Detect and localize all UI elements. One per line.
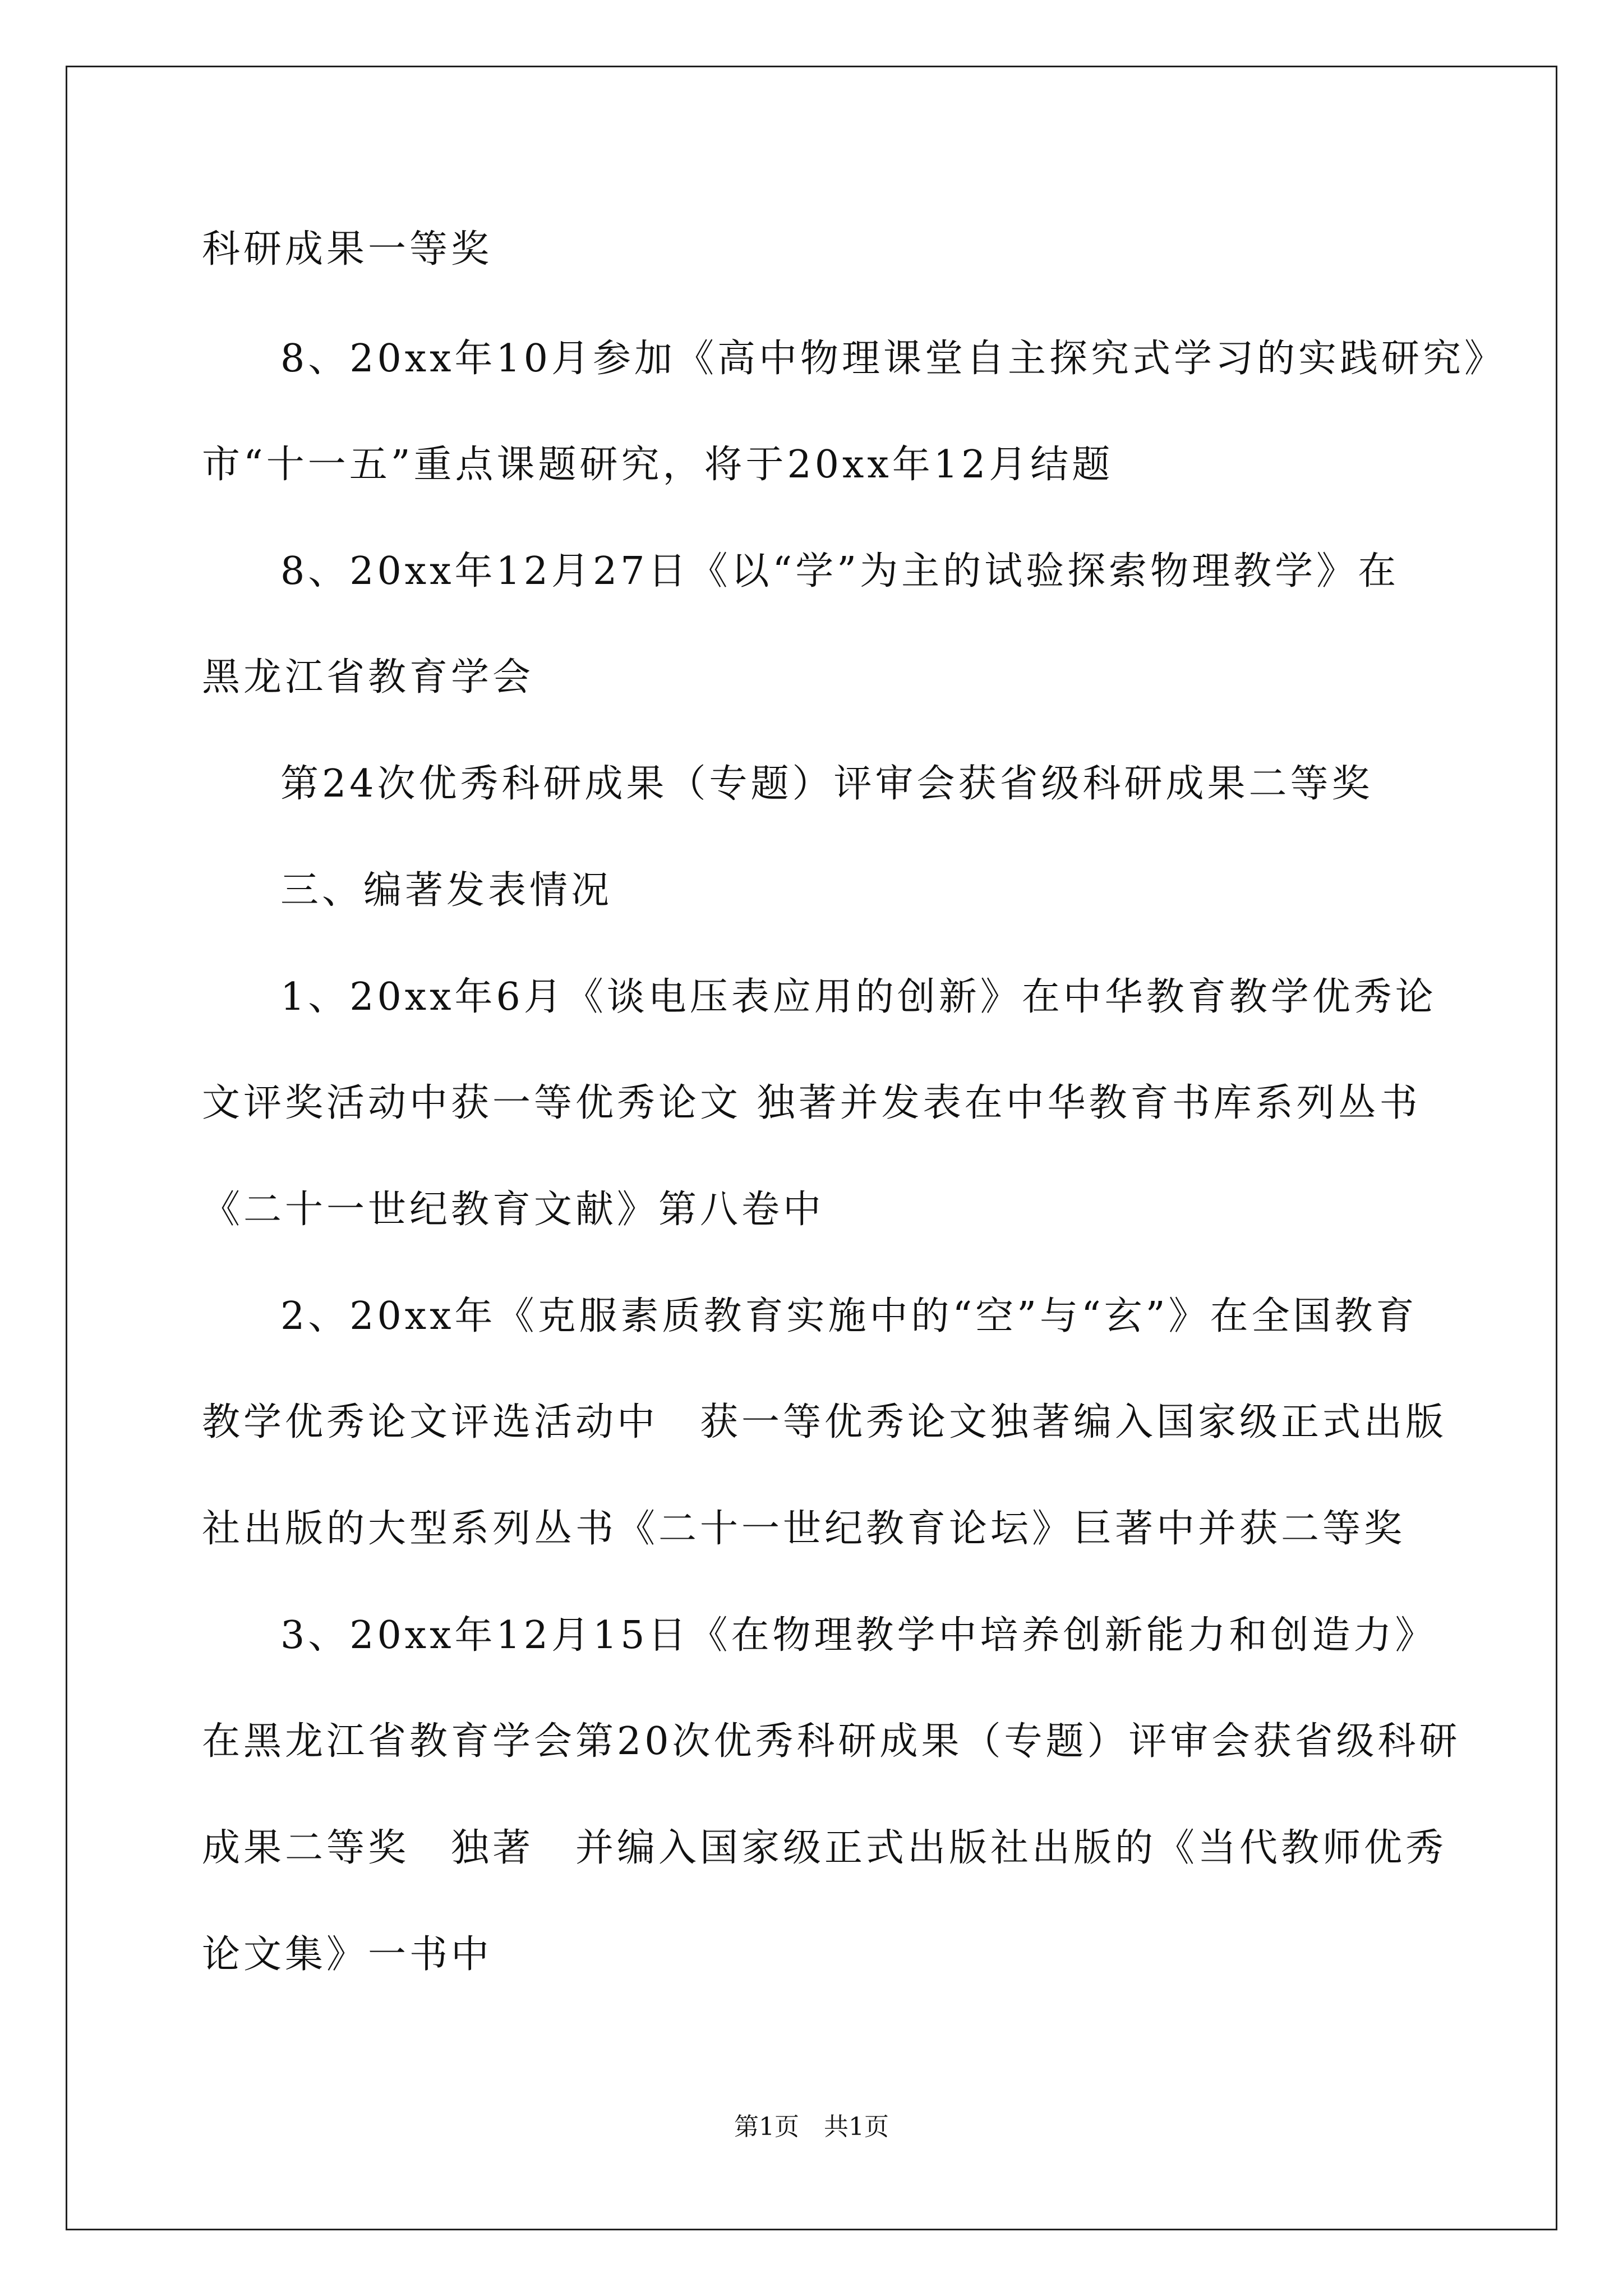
text-line: 教学优秀论文评选活动中 获一等优秀论文独著编入国家级正式出版: [202, 1400, 1447, 1444]
text-line: 市“十一五”重点课题研究，将于20xx年12月结题: [202, 443, 1114, 487]
page-border: [66, 66, 1557, 2230]
text-line: 3、20xx年12月15日《在物理教学中培养创新能力和创造力》: [280, 1613, 1437, 1658]
text-line: 8、20xx年12月27日《以“学”为主的试验探索物理教学》在: [280, 549, 1400, 593]
text-line: 8、20xx年10月参加《高中物理课堂自主探究式学习的实践研究》: [280, 337, 1506, 381]
text-line: 成果二等奖 独著 并编入国家级正式出版社出版的《当代教师优秀: [202, 1826, 1447, 1870]
text-line: 论文集》一书中: [202, 1932, 493, 1977]
text-line: 科研成果一等奖: [202, 227, 493, 272]
text-line: 1、20xx年6月《谈电压表应用的创新》在中华教育教学优秀论: [280, 975, 1437, 1019]
text-line: 2、20xx年《克服素质教育实施中的“空”与“玄”》在全国教育: [280, 1294, 1418, 1338]
text-line: 第24次优秀科研成果（专题）评审会获省级科研成果二等奖: [280, 762, 1373, 806]
text-line: 文评奖活动中获一等优秀论文 独著并发表在中华教育书库系列丛书: [202, 1081, 1421, 1125]
text-line: 在黑龙江省教育学会第20次优秀科研成果（专题）评审会获省级科研: [202, 1719, 1461, 1764]
page-footer: 第1页 共1页: [734, 2113, 889, 2141]
section-heading: 三、编著发表情况: [280, 868, 613, 913]
text-line: 《二十一世纪教育文献》第八卷中: [202, 1188, 825, 1232]
text-line: 黑龙江省教育学会: [202, 655, 534, 700]
text-line: 社出版的大型系列丛书《二十一世纪教育论坛》巨著中并获二等奖: [202, 1507, 1406, 1551]
